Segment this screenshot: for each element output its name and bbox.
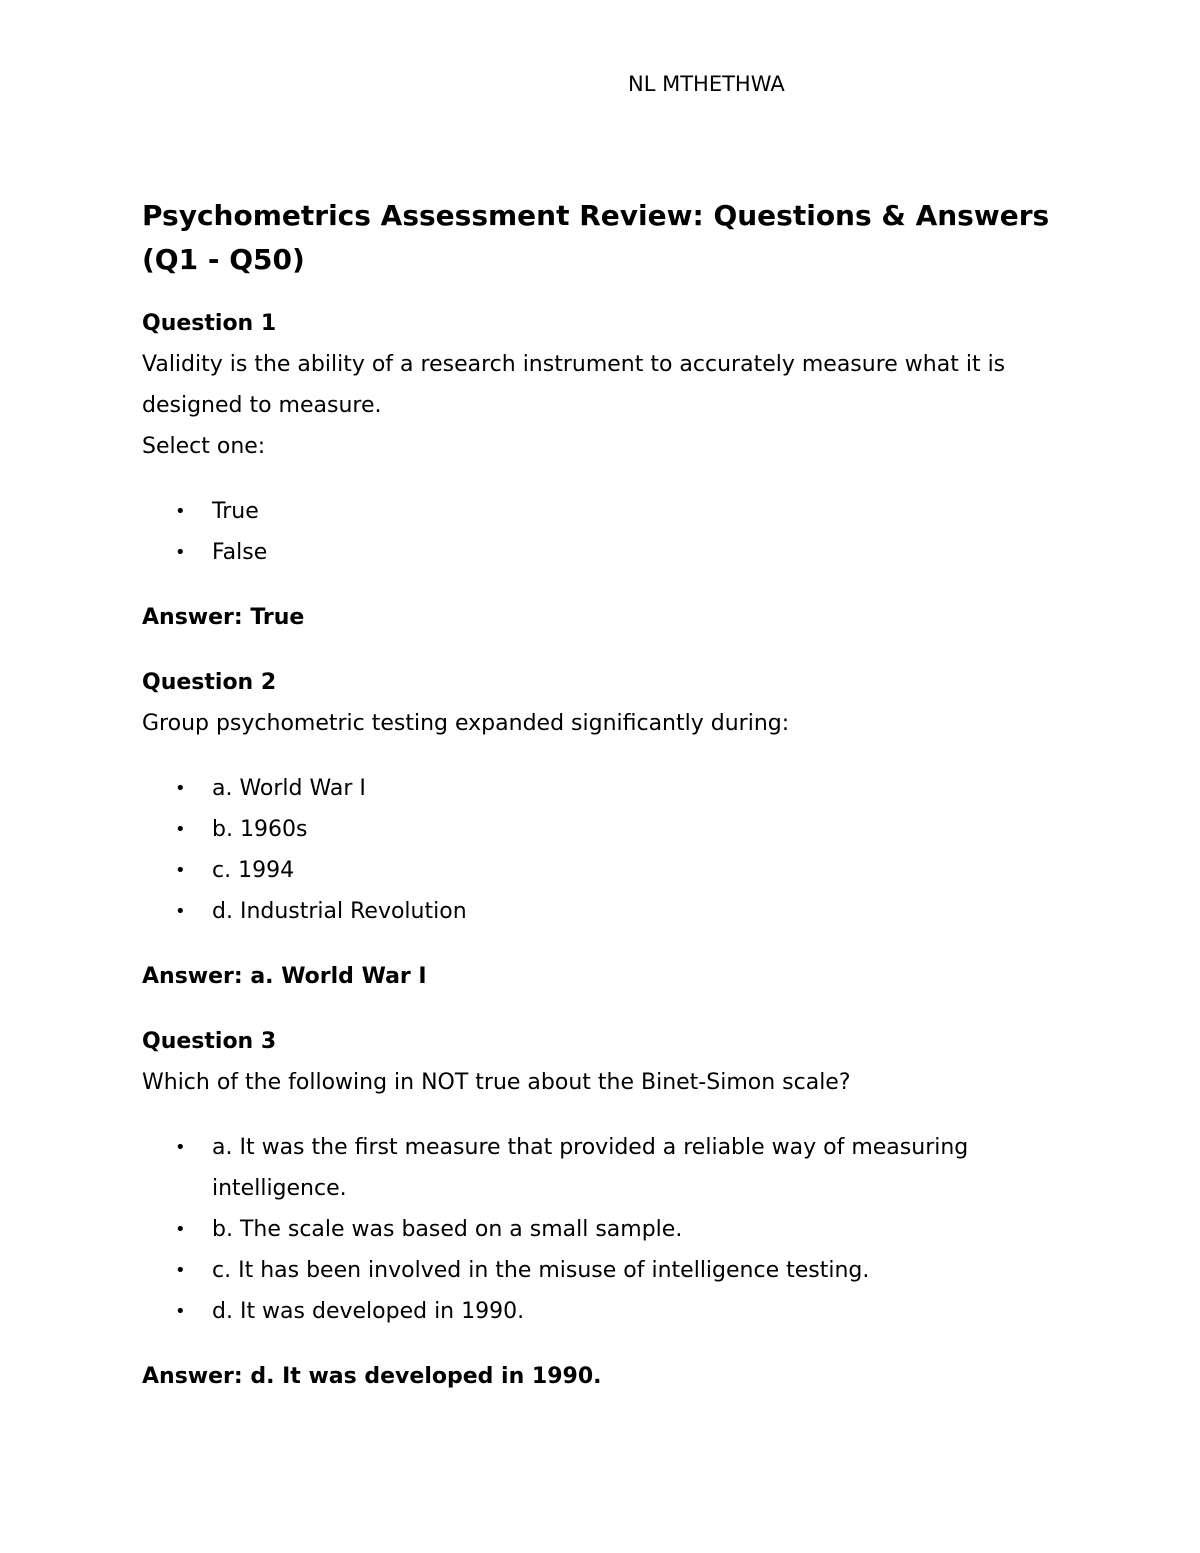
option-item: [142, 850, 1072, 891]
question-heading: Question 2: [142, 670, 277, 695]
document-body: [142, 194, 1072, 1397]
question-text: Which of the following in NOT true about the Binet-Simon scale?: [142, 1070, 851, 1095]
answer-text: Answer: True: [142, 605, 305, 630]
option-item: [142, 1209, 1042, 1250]
bullet-icon: •: [175, 1219, 186, 1240]
question-2: [142, 662, 1072, 997]
bullet-icon: •: [175, 1301, 186, 1322]
option-label: c. It has been involved in the misuse of intelligence testing.: [212, 1258, 870, 1283]
option-label: b. The scale was based on a small sample.: [212, 1217, 683, 1242]
option-item: [142, 809, 1072, 850]
bullet-icon: •: [175, 778, 186, 799]
bullet-icon: •: [175, 819, 186, 840]
option-item: [142, 1250, 1042, 1291]
question-3: [142, 1021, 1072, 1397]
option-label: True: [212, 499, 259, 524]
question-heading: Question 3: [142, 1029, 277, 1054]
bullet-icon: •: [175, 901, 186, 922]
question-1: [142, 303, 1072, 638]
document-title: Psychometrics Assessment Review: Questions & Answers (Q1 - Q50): [142, 199, 1050, 276]
bullet-icon: •: [175, 542, 186, 563]
bullet-icon: •: [175, 501, 186, 522]
bullet-icon: •: [175, 860, 186, 881]
question-text: Validity is the ability of a research instrument to accurately measure what it is designed to measure.: [142, 352, 1006, 418]
option-list: [142, 491, 1072, 573]
option-label: b. 1960s: [212, 817, 308, 842]
bullet-icon: •: [175, 1137, 186, 1158]
option-list: [142, 1127, 1042, 1332]
option-label: d. It was developed in 1990.: [212, 1299, 525, 1324]
option-label: False: [212, 540, 268, 565]
option-label: a. It was the first measure that provided a reliable way of measuring intelligence.: [212, 1135, 969, 1201]
option-label: a. World War I: [212, 776, 366, 801]
question-prompt: Select one:: [142, 434, 266, 459]
option-item: [142, 1291, 1042, 1332]
option-item: [142, 491, 1072, 532]
option-label: d. Industrial Revolution: [212, 899, 467, 924]
answer-text: Answer: d. It was developed in 1990.: [142, 1364, 602, 1389]
bullet-icon: •: [175, 1260, 186, 1281]
option-list: [142, 768, 1072, 932]
answer-text: Answer: a. World War I: [142, 964, 427, 989]
option-label: c. 1994: [212, 858, 295, 883]
author-header: NL MTHETHWA: [628, 72, 785, 96]
question-heading: Question 1: [142, 311, 277, 336]
question-text: Group psychometric testing expanded significantly during:: [142, 711, 790, 736]
option-item: [142, 1127, 1042, 1209]
option-item: [142, 532, 1072, 573]
option-item: [142, 768, 1072, 809]
option-item: [142, 891, 1072, 932]
